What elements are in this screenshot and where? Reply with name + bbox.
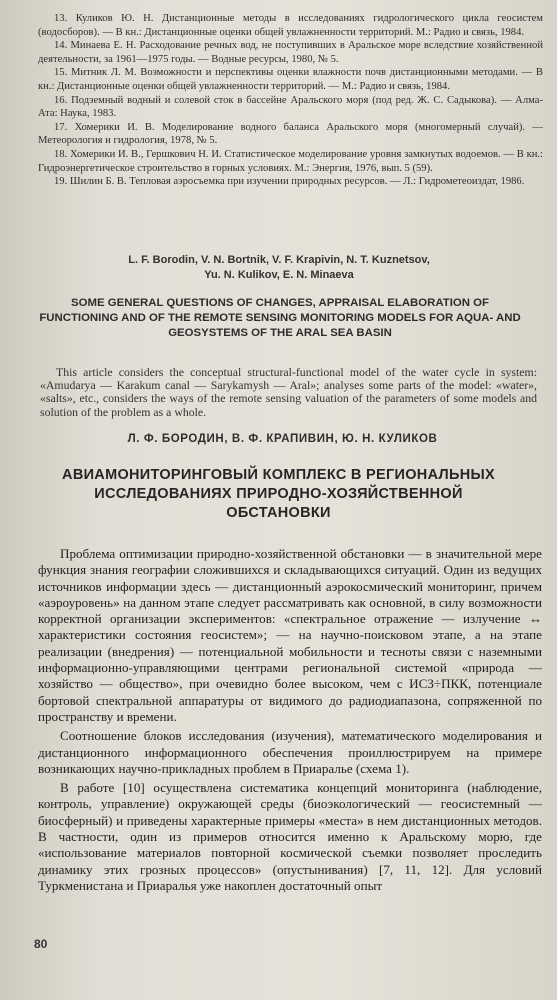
article-authors: Л. Ф. БОРОДИН, В. Ф. КРАПИВИН, Ю. Н. КУЛИКОВ bbox=[127, 433, 438, 445]
english-title: SOME GENERAL QUESTIONS OF CHANGES, APPRAISAL ELABORATION OF FUNCTIONING AND OF THE REMOTE SENSING MONITORING MODELS FOR AQUA- AND GEOSYSTEMS OF THE ARAL SEA BASIN bbox=[39, 297, 521, 339]
english-authors-line-1: L. F. Borodin, V. N. Bortnik, V. F. Krapivin, N. T. Kuznetsov, bbox=[128, 254, 430, 266]
reference-16: 16. Подземный водный и солевой сток в бассейне Аральского моря (под ред. Ж. С. Садыкова). — Алма-Ата: Наука, 1983. bbox=[38, 94, 543, 120]
page-number: 80 bbox=[34, 937, 48, 951]
reference-14: 14. Минаева Е. Н. Расходование речных вод, не поступивших в Аральское море вследствие хозяйственной деятельности, за 1961—1975 годы. — Водные ресурсы, 1980, № 5. bbox=[38, 40, 543, 65]
body-paragraph-2: Соотношение блоков исследования (изучения), математического моделирования и дистанционного информационного обеспечения проиллюстрируем на примере возникающих научно-прикладных проблем в Приаралье (схема 1). bbox=[38, 728, 542, 776]
reference-list bbox=[38, 12, 543, 189]
article-title: АВИАМОНИТОРИНГОВЫЙ КОМПЛЕКС В РЕГИОНАЛЬНЫХ ИССЛЕДОВАНИЯХ ПРИРОДНО-ХОЗЯЙСТВЕННОЙ ОБСТАНОВКИ bbox=[62, 467, 495, 521]
english-authors-line-2: Yu. N. Kulikov, E. N. Minaeva bbox=[204, 269, 354, 281]
body-paragraph-3: В работе [10] осуществлена систематика концепций мониторинга (наблюдение, контроль, управление) окружающей среды (биоэкологический — геосистемный — биосферный) и приведены характерные примеры «места» в нем дистанционных методов. В частности, один из примеров относится именно к Аральскому морю, где «использование материалов повторной космической съемки позволяет проследить динамику этих грозных процессов» (опустынивания) [7, 11, 12]. Для условий Туркменистана и Приаралья уже накоплен достаточный опыт bbox=[38, 780, 542, 893]
english-abstract: This article considers the conceptual structural-functional model of the water cycle in system: «Amudarya — Karakum canal — Sarykamysh — Aral»; analyses some parts of the model: «water», «salts», etc., considers the ways of the remote sensing valuation of the parameters of some models and solution of the problem as a whole. bbox=[40, 364, 537, 419]
reference-15: 15. Митник Л. М. Возможности и перспективы оценки влажности почв дистанционными методами. — В кн.: Дистанционные оценки общей увлажненности территорий. — М.: Радио и связь, 1984. bbox=[38, 67, 543, 92]
reference-19: 19. Шилин Б. В. Тепловая аэросъемка при изучении природных ресурсов. — Л.: Гидрометеоиздат, 1986. bbox=[54, 176, 525, 188]
article-body bbox=[38, 546, 542, 897]
reference-18: 18. Хомерики И. В., Гершкович Н. И. Статистическое моделирование уровня замкнутых водоемов. — В кн.: Гидроэнергетическое строительство в горных условиях. М.: Энергия, 1976, вып. 5 (59). bbox=[38, 148, 543, 174]
reference-17: 17. Хомерики И. В. Моделирование водного баланса Аральского моря (многомерный случай). — Метеорология и гидрология, 1978, № 5. bbox=[38, 121, 543, 147]
reference-13: 13. Куликов Ю. Н. Дистанционные методы в исследованиях гидрологического цикла геосистем (водосборов). — В кн.: Дистанционные оценки общей увлажненности территорий. М.: Радио и связь, 1984. bbox=[38, 13, 543, 38]
body-paragraph-1: Проблема оптимизации природно-хозяйственной обстановки — в значительной мере функция знания географии сложившихся и складывающихся ситуаций. Один из ведущих источников информации здесь — дистанционный аэрокосмический мониторинг, причем «аэроуровень» на данном этапе следует рассматривать как основной, в силу возможности корректной организации экспериментов: «спектральное отражение — излучение ↔ характеристики состояния геосистем»; — на научно-поисковом этапе, а на этапе реализации (внедрения) — потенциальной мобильности и тесноты связи с наземными информационно-управляющими центрами региональной системой «природа — хозяйство — общество», при очевидно более высоком, чем с ИСЗ÷ПКК, потенциале бортовой спектральной аппаратуры от видимого до радиодиапазона, сопряженной по пространству и времени. bbox=[38, 546, 542, 724]
english-authors bbox=[40, 253, 518, 283]
